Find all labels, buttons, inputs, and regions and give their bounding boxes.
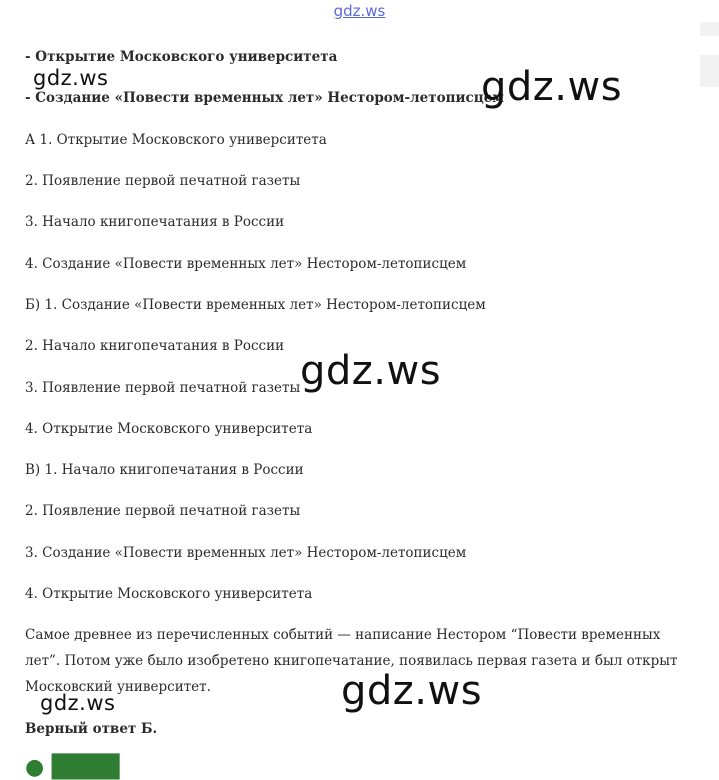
variant-b-item-1: Б) 1. Создание «Повести временных лет» Нестором-летописцем: [25, 297, 486, 313]
watermark-large-middle: gdz.ws: [300, 348, 442, 394]
variant-a-item-1: А 1. Открытие Московского университета: [25, 132, 327, 148]
variant-a-item-3: 3. Начало книгопечатания в России: [25, 214, 285, 230]
question-option-1: - Открытие Московского университета: [25, 49, 338, 65]
top-watermark-link[interactable]: gdz.ws: [333, 2, 386, 20]
variant-b-item-2: 2. Начало книгопечатания в России: [25, 338, 285, 354]
scroll-thumb[interactable]: [700, 55, 719, 87]
watermark-large-top: gdz.ws: [481, 64, 623, 110]
variant-a-item-2: 2. Появление первой печатной газеты: [25, 173, 301, 189]
variant-v-item-2: 2. Появление первой печатной газеты: [25, 503, 301, 519]
variant-b-item-3: 3. Появление первой печатной газеты: [25, 380, 301, 396]
next-section-heading-partial: ● ████: [25, 755, 120, 780]
watermark-large-bottom: gdz.ws: [341, 668, 483, 714]
variant-v-item-1: В) 1. Начало книгопечатания в России: [25, 462, 304, 478]
watermark-small-bottom: gdz.ws: [40, 691, 116, 715]
explanation-paragraph: Самое древнее из перечисленных событий — написание Нестором “Повести временных лет”. Потом уже было изобретено книгопечатание, появилась первая газета и был открыт Московский университет.: [25, 627, 678, 695]
answer-text: Верный ответ Б.: [25, 721, 158, 737]
watermark-small-top: gdz.ws: [33, 66, 109, 90]
variant-a-item-4: 4. Создание «Повести временных лет» Нестором-летописцем: [25, 256, 467, 272]
variant-b-item-4: 4. Открытие Московского университета: [25, 421, 313, 437]
question-option-2: - Создание «Повести временных лет» Нестором-летописцем: [25, 90, 505, 106]
variant-v-item-4: 4. Открытие Московского университета: [25, 586, 313, 602]
variant-v-item-3: 3. Создание «Повести временных лет» Нестором-летописцем: [25, 545, 467, 561]
scroll-track-fragment: [700, 22, 719, 36]
